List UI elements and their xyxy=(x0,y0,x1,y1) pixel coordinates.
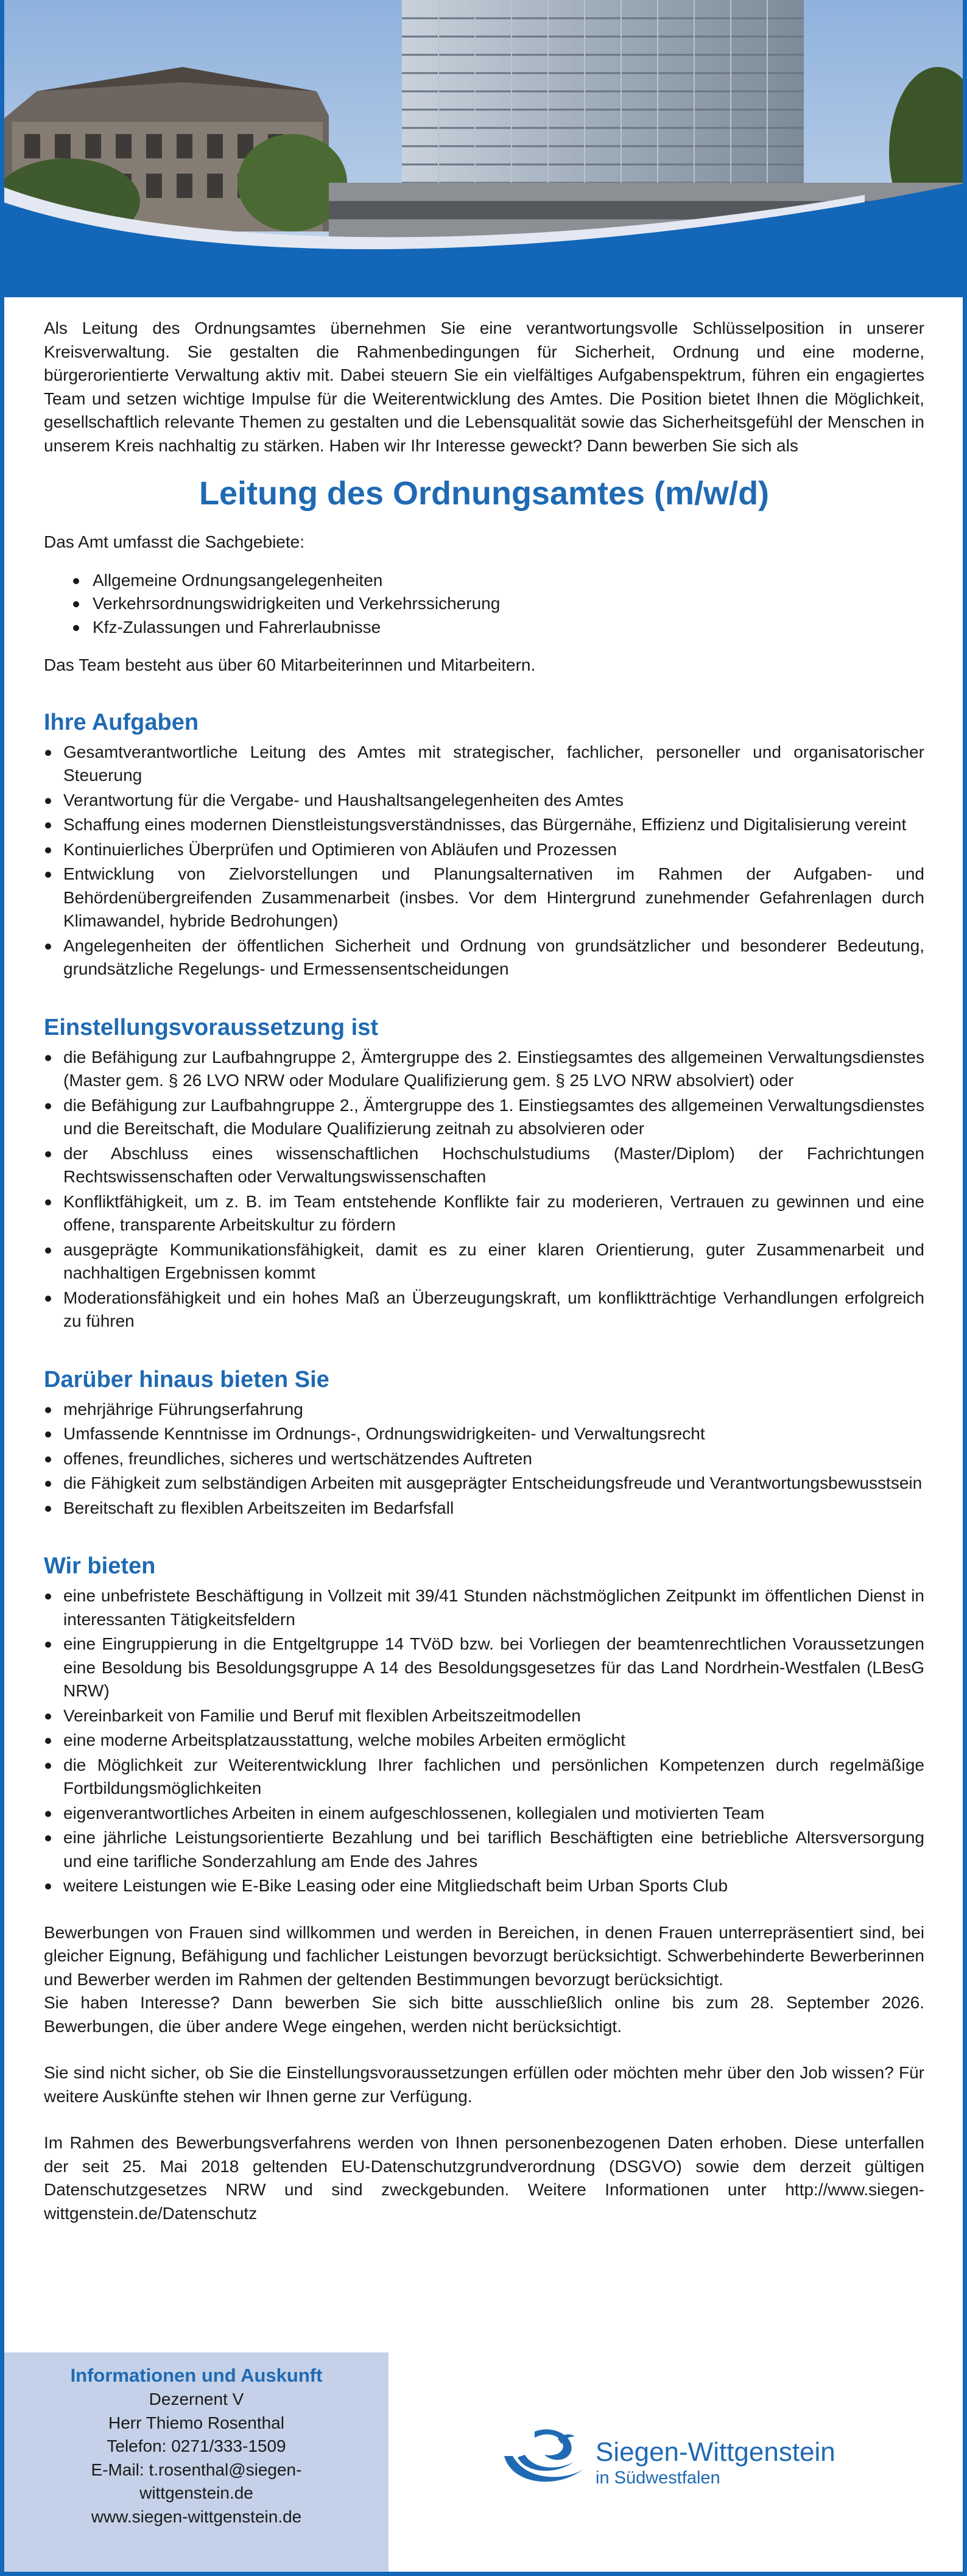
list-item: offenes, freundliches, sicheres und wertschätzendes Auftreten xyxy=(44,1447,924,1471)
voraussetzung-list xyxy=(44,1046,924,1333)
list-item: Schaffung eines modernen Dienstleistungsverständnisses, das Bürgernähe, Effizienz und Digitalisierung vereint xyxy=(44,813,924,837)
list-item: weitere Leistungen wie E-Bike Leasing oder eine Mitgliedschaft beim Urban Sports Club xyxy=(44,1874,924,1898)
list-item: Konfliktfähigkeit, um z. B. im Team entstehende Konflikte fair zu moderieren, Vertrauen zu gewinnen und eine offene, transparente Arbeitskultur zu fördern xyxy=(44,1190,924,1237)
contact-info-box xyxy=(4,2352,389,2572)
siegen-wittgenstein-logo xyxy=(499,2424,877,2504)
wir-bieten-list xyxy=(44,1584,924,1898)
aufgaben-list xyxy=(44,741,924,981)
amt-intro: Das Amt umfasst die Sachgebiete: xyxy=(44,532,304,551)
list-item: die Befähigung zur Laufbahngruppe 2., Ämtergruppe des 1. Einstiegsamtes des allgemeinen Verwaltungsdienstes und die Bereitschaft, die Modulare Qualifizierung zeitnah zu absolvieren oder xyxy=(44,1094,924,1141)
header-photo xyxy=(0,0,967,297)
section-heading-wir-bieten: Wir bieten xyxy=(44,1553,156,1579)
contact-email-cont[interactable]: wittgenstein.de xyxy=(139,2483,253,2502)
contact-department: Dezernent V xyxy=(149,2390,244,2408)
section-heading-aufgaben: Ihre Aufgaben xyxy=(44,709,199,735)
swan-wave-icon xyxy=(499,2424,591,2497)
contact-phone[interactable]: Telefon: 0271/333-1509 xyxy=(107,2437,286,2455)
sachgebiete-list xyxy=(44,569,924,640)
list-item: Entwicklung von Zielvorstellungen und Planungsalternativen im Rahmen der Aufgaben- und Behördenübergreifenden Zusammenarbeit (insbes. Vor dem Hintergrund zunehmender Gefahrenlagen durch Klimawandel, hybride Bedrohungen) xyxy=(44,863,924,933)
logo-subtitle: in Südwestfalen xyxy=(596,2468,720,2488)
list-item: Vereinbarkeit von Familie und Beruf mit flexiblen Arbeitszeitmodellen xyxy=(44,1704,924,1728)
list-item: ausgeprägte Kommunikationsfähigkeit, damit es zu einer klaren Orientierung, guter Zusammenarbeit und nachhaltigen Ergebnissen kommt xyxy=(44,1238,924,1285)
list-item: Kfz-Zulassungen und Fahrerlaubnisse xyxy=(93,616,924,640)
job-title: Leitung des Ordnungsamtes (m/w/d) xyxy=(199,475,770,512)
intro-paragraph: Als Leitung des Ordnungsamtes übernehmen Sie eine verantwortungsvolle Schlüsselposition in unserer Kreisverwaltung. Sie gestalten die Rahmenbedingungen für Sicherheit, Ordnung und eine moderne, bürgerorientierte Verwaltung aktiv mit. Dabei steuern Sie ein vielfältiges Aufgabenspektrum, führen ein engagiertes Team und setzen wichtige Impulse für die Weiterentwicklung des Amtes. Die Position bietet Ihnen die Möglichkeit, gesellschaftlich relevante Themen zu gestalten und die Lebensqualität sowie das Sicherheitsgefühl der Menschen in unserem Kreis nachhaltig zu stärken. Haben wir Ihr Interesse geweckt? Dann bewerben Sie sich als xyxy=(44,319,924,455)
list-item: Angelegenheiten der öffentlichen Sicherheit und Ordnung von grundsätzlicher und besonderer Bedeutung, grundsätzliche Regelungs- und Ermessensentscheidungen xyxy=(44,934,924,981)
datenschutz-text: Im Rahmen des Bewerbungsverfahrens werden von Ihnen personenbezogenen Daten erhoben. Diese unterfallen der seit 25. Mai 2018 geltenden EU-Datenschutzgrundverordnung (DSGVO) sowie dem derzeit gültigen Datenschutzgesetzes NRW und sind zweckgebunden. Weitere Informationen unter xyxy=(44,2133,924,2199)
list-item: Verantwortung für die Vergabe- und Haushaltsangelegenheiten des Amtes xyxy=(44,789,924,813)
list-item: Kontinuierliches Überprüfen und Optimieren von Abläufen und Prozessen xyxy=(44,838,924,862)
list-item: Gesamtverantwortliche Leitung des Amtes mit strategischer, fachlicher, personeller und organisatorischer Steuerung xyxy=(44,741,924,788)
list-item: die Möglichkeit zur Weiterentwicklung Ihrer fachlichen und persönlichen Kompetenzen durch regelmäßige Fortbildungsmöglichkeiten xyxy=(44,1754,924,1801)
list-item: Allgemeine Ordnungsangelegenheiten xyxy=(93,569,924,593)
job-posting-content xyxy=(44,317,924,2225)
datenschutz-link[interactable]: http://www.siegen-wittgenstein.de/Datenschutz xyxy=(44,2180,924,2223)
list-item: eigenverantwortliches Arbeiten in einem aufgeschlossenen, kollegialen und motivierten Team xyxy=(44,1802,924,1826)
darueber-list xyxy=(44,1398,924,1520)
list-item: die Befähigung zur Laufbahngruppe 2, Ämtergruppe des 2. Einstiegsamtes des allgemeinen Verwaltungsdienstes (Master gem. § 26 LVO NRW oder Modulare Qualifizierung gem. § 25 LVO NRW absolviert) oder xyxy=(44,1046,924,1093)
list-item: eine unbefristete Beschäftigung in Vollzeit mit 39/41 Stunden nächstmöglichen Zeitpunkt im öffentlichen Dienst in interessanten Tätigkeitsfeldern xyxy=(44,1584,924,1631)
list-item: Moderationsfähigkeit und ein hohes Maß an Überzeugungskraft, um konfliktträchtige Verhandlungen erfolgreich zu führen xyxy=(44,1286,924,1333)
contact-title: Informationen und Auskunft xyxy=(70,2365,323,2386)
logo-name: Siegen-Wittgenstein xyxy=(596,2437,835,2467)
contact-email[interactable]: E-Mail: t.rosenthal@siegen- xyxy=(91,2460,302,2479)
list-item: eine moderne Arbeitsplatzausstattung, welche mobiles Arbeiten ermöglicht xyxy=(44,1729,924,1752)
auskunft-paragraph: Sie sind nicht sicher, ob Sie die Einstellungsvoraussetzungen erfüllen oder möchten mehr über den Job wissen? Für weitere Auskünfte stehen wir Ihnen gerne zur Verfügung. xyxy=(44,2063,924,2106)
section-heading-voraussetzung: Einstellungsvoraussetzung ist xyxy=(44,1014,378,1040)
datenschutz-paragraph xyxy=(44,2131,924,2225)
team-size: Das Team besteht aus über 60 Mitarbeiterinnen und Mitarbeitern. xyxy=(44,655,536,674)
contact-person: Herr Thiemo Rosenthal xyxy=(108,2413,284,2432)
list-item: die Fähigkeit zum selbständigen Arbeiten mit ausgeprägter Entscheidungsfreude und Verantwortungsbewusstsein xyxy=(44,1472,924,1495)
list-item: der Abschluss eines wissenschaftlichen Hochschulstudiums (Master/Diplom) der Fachrichtungen Rechtswissenschaften oder Verwaltungswissenschaften xyxy=(44,1142,924,1189)
list-item: Umfassende Kenntnisse im Ordnungs-, Ordnungswidrigkeiten- und Verwaltungsrecht xyxy=(44,1422,924,1446)
list-item: eine jährliche Leistungsorientierte Bezahlung und bei tariflich Beschäftigten eine betriebliche Altersversorgung und eine tarifliche Sonderzahlung am Ende des Jahres xyxy=(44,1826,924,1873)
section-heading-darueber: Darüber hinaus bieten Sie xyxy=(44,1366,329,1392)
building-photo xyxy=(0,0,967,297)
contact-website[interactable]: www.siegen-wittgenstein.de xyxy=(91,2507,302,2526)
deadline-paragraph: Sie haben Interesse? Dann bewerben Sie sich bitte ausschließlich online bis zum 28. September 2026. Bewerbungen, die über andere Wege eingehen, werden nicht berücksichtigt. xyxy=(44,1993,924,2036)
list-item: mehrjährige Führungserfahrung xyxy=(44,1398,924,1422)
bewerbung-paragraph: Bewerbungen von Frauen sind willkommen und werden in Bereichen, in denen Frauen unterrepräsentiert sind, bei gleicher Eignung, Befähigung und fachlicher Leistungen bevorzugt berücksichtigt. Schwerbehinderte Bewerberinnen und Bewerber werden im Rahmen der geltenden Bestimmungen bevorzugt berücksichtigt. xyxy=(44,1922,924,1989)
list-item: eine Eingruppierung in die Entgeltgruppe 14 TVöD bzw. bei Vorliegen der beamtenrechtlichen Voraussetzungen eine Besoldung bis Besoldungsgruppe A 14 des Besoldungsgesetzes für das Land Nordrhein-Westfalen (LBesG NRW) xyxy=(44,1632,924,1703)
list-item: Bereitschaft zu flexiblen Arbeitszeiten im Bedarfsfall xyxy=(44,1497,924,1520)
list-item: Verkehrsordnungswidrigkeiten und Verkehrssicherung xyxy=(93,592,924,616)
